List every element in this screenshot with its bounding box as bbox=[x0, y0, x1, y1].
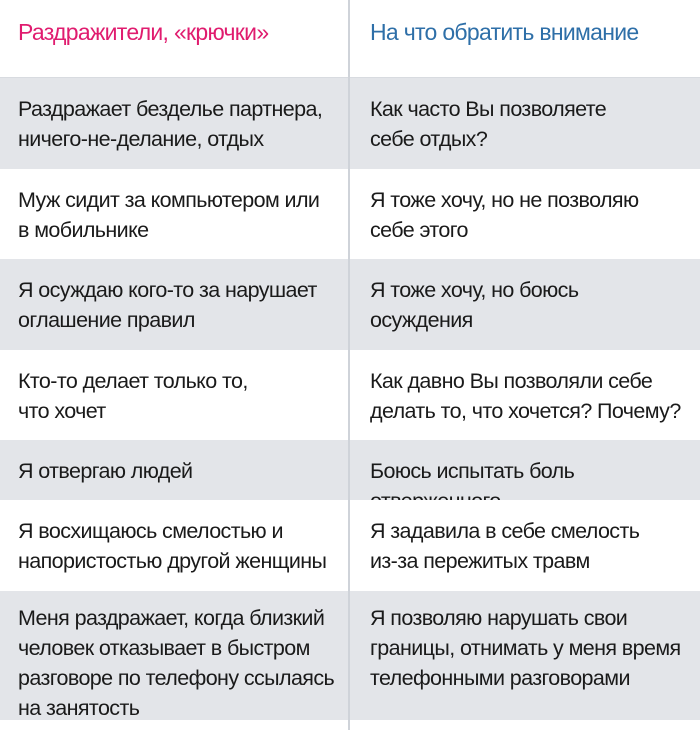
trigger-cell: Меня раздражает, когда близкий человек отказывает в быстром разговоре по телефону ссылаясь на занятость bbox=[0, 591, 350, 720]
attention-cell: Как часто Вы позволяете себе отдых? bbox=[350, 78, 700, 169]
attention-cell: Я задавила в себе смелость из-за пережитых травм bbox=[350, 500, 700, 591]
attention-cell: Как давно Вы позволяли себе делать то, что хочется? Почему? bbox=[350, 350, 700, 440]
header-triggers: Раздражители, «крючки» bbox=[0, 0, 350, 78]
trigger-cell: Муж сидит за компьютером или в мобильнике bbox=[0, 169, 350, 259]
attention-cell: Я тоже хочу, но боюсь осуждения bbox=[350, 259, 700, 350]
attention-cell: Боюсь испытать боль bbox=[350, 440, 700, 500]
trigger-cell: Я осуждаю кого-то за нарушает оглашение правил bbox=[0, 259, 350, 350]
trigger-cell: Кто-то делает только то, что хочет bbox=[0, 350, 350, 440]
trigger-cell: Я отвергаю людей bbox=[0, 440, 350, 500]
trigger-cell: Я восхищаюсь смелостью и напористостью другой женщины bbox=[0, 500, 350, 591]
header-attention: На что обратить внимание bbox=[350, 0, 700, 78]
attention-cell: Я тоже хочу, но не позволяю себе этого bbox=[350, 169, 700, 259]
trigger-cell: Раздражает безделье партнера, ничего-не-делание, отдых bbox=[0, 78, 350, 169]
attention-cell: Я позволяю нарушать свои границы, отнимать у меня время телефонными разговорами bbox=[350, 591, 700, 720]
column-divider bbox=[348, 0, 350, 730]
